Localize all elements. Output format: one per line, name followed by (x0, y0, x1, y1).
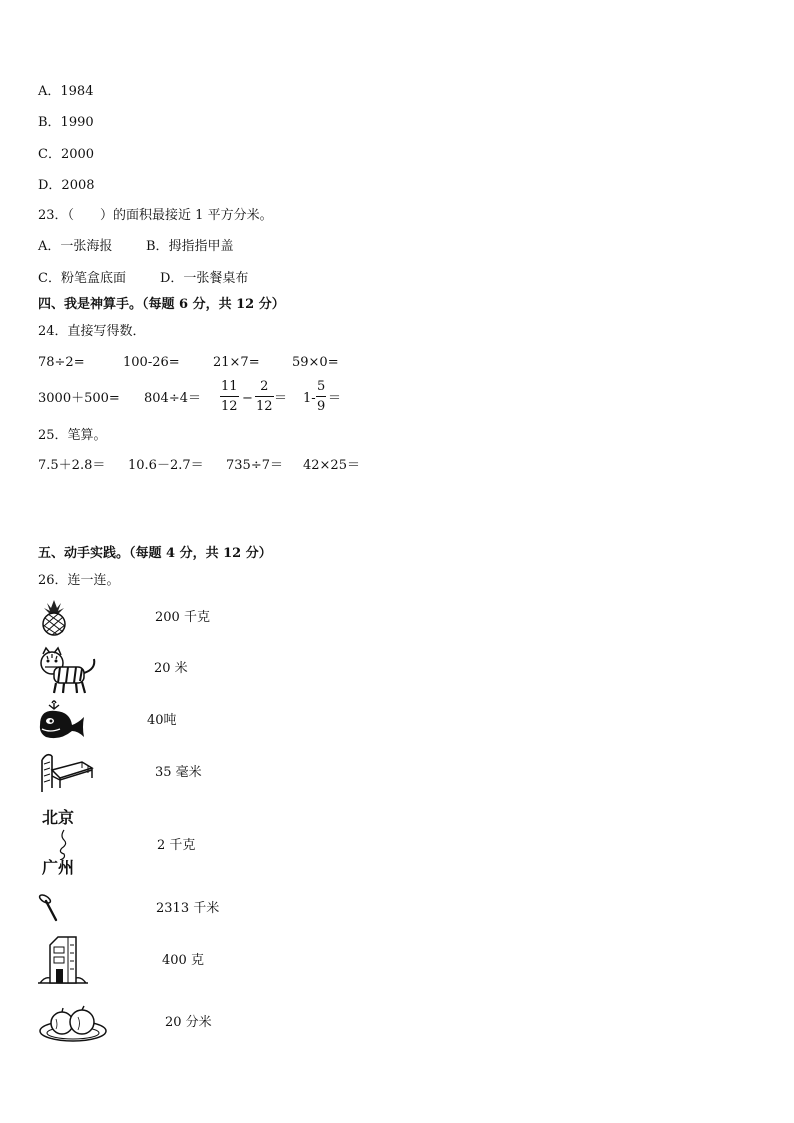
q23-option-d: D．一张餐桌布 (160, 271, 249, 286)
q25-stem: 25．笔算。 (38, 428, 107, 443)
fraction-bar (316, 396, 326, 397)
bed-icon (38, 748, 94, 794)
q26-label-4: 35 毫米 (155, 765, 202, 780)
q26-stem: 26．连一连。 (38, 573, 120, 588)
q24-fraction-1 (220, 380, 239, 413)
q22-option-b: B．1990 (38, 115, 94, 130)
q22-option-a: A．1984 (38, 84, 94, 99)
map-route-icon (44, 828, 74, 860)
fruit-plate-icon (38, 1003, 108, 1043)
fraction-denominator: 12 (256, 399, 273, 414)
whale-icon (36, 699, 86, 741)
minus-sign: − (242, 391, 253, 406)
one-minus: 1- (303, 391, 316, 406)
q25-expr-1: 7.5＋2.8＝ (38, 458, 106, 473)
q26-label-2: 20 米 (154, 661, 188, 676)
tiger-icon (38, 645, 100, 695)
q25-expr-4: 42×25＝ (303, 458, 360, 473)
section5-title: 五、动手实践。（每题 4 分，共 12 分） (38, 546, 272, 561)
fraction-numerator: 2 (260, 379, 269, 394)
q26-label-5: 2 千克 (157, 838, 196, 853)
q26-label-3: 40吨 (147, 713, 177, 728)
equals-sign: ＝ (328, 391, 342, 406)
q23-option-c: C．粉笔盒底面 (38, 271, 126, 286)
q24-expr-3: 21×7= (213, 355, 260, 370)
q26-label-8: 20 分米 (165, 1015, 212, 1030)
nail-icon (38, 894, 60, 922)
q23-stem: 23．（ ）的面积最接近 1 平方分米。 (38, 208, 273, 223)
q24-stem: 24．直接写得数． (38, 324, 146, 339)
fraction-denominator: 9 (317, 399, 326, 414)
q24-expr-1: 78÷2= (38, 355, 85, 370)
map-label-beijing: 北京 (42, 808, 75, 827)
section4-title: 四、我是神算手。（每题 6 分，共 12 分） (38, 297, 285, 312)
q24-expr-2: 100-26= (123, 355, 180, 370)
q26-label-1: 200 千克 (155, 610, 210, 625)
q25-expr-3: 735÷7＝ (226, 458, 283, 473)
fraction-numerator: 5 (317, 379, 326, 394)
q22-option-c: C．2000 (38, 147, 95, 162)
q25-expr-2: 10.6－2.7＝ (128, 458, 204, 473)
q23-option-b: B．拇指指甲盖 (146, 239, 234, 254)
q24-fraction-3 (316, 380, 326, 413)
fraction-denominator: 12 (221, 399, 238, 414)
equals-sign: ＝ (274, 391, 288, 406)
pineapple-icon (36, 598, 72, 636)
building-icon (38, 933, 88, 985)
fraction-numerator: 11 (221, 379, 238, 394)
q24-expr-4: 59×0= (292, 355, 339, 370)
q23-option-a: A．一张海报 (38, 239, 113, 254)
fraction-bar (220, 396, 239, 397)
q22-option-d: D．2008 (38, 178, 95, 193)
fraction-bar (255, 396, 274, 397)
q26-label-7: 400 克 (162, 953, 204, 968)
q24-expr-5: 3000＋500= (38, 391, 120, 406)
q24-expr-6: 804÷4＝ (144, 391, 201, 406)
q26-label-6: 2313 千米 (156, 901, 220, 916)
q24-fraction-2 (255, 380, 274, 413)
map-label-guangzhou: 广州 (42, 858, 75, 877)
